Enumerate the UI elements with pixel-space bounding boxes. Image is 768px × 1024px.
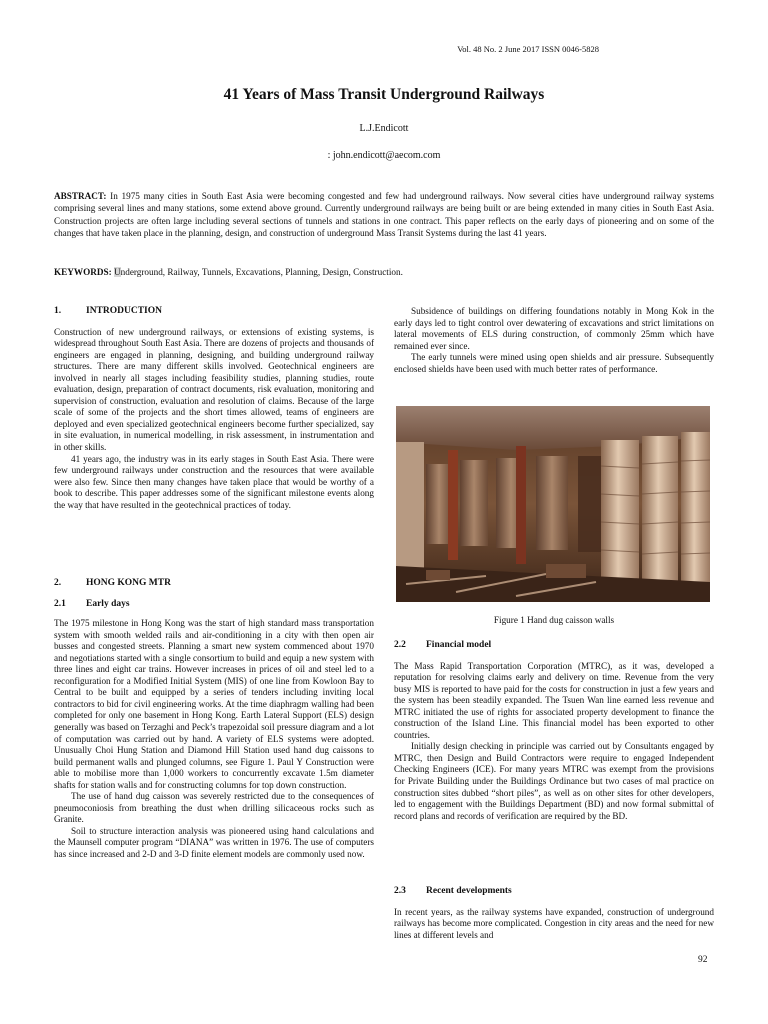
section-2-2-paragraph-1: The Mass Rapid Transportation Corporation (MTRC), as it was, developed a reputation for resolving claims early and delivery on time. Revenue from the very busy MIS is reported to have paid for the costs for construction in just a few years and the system has been steadily expanded. The Tsuen Wan line earned less revenue and MTRC initiated the use of rights for associated property development to finance the construction of the Island Line. This financial model has been exported to other countries. [394, 660, 714, 740]
abstract-text: In 1975 many cities in South East Asia were becoming congested and few had underground railways. Now several cities have underground railway systems comprising several lines and many stations, some extend above ground. Currently underground railways are being built or are being extended in many cities in South East Asia. Construction projects are often large including several sections of tunnels and stations in one contract. This paper reflects on the early days of pioneering and on some of the changes that have taken place in the planning, design, and construction of underground Mass Transit Systems during the last 41 years. [54, 191, 714, 238]
abstract [54, 190, 714, 239]
section-2 [54, 578, 374, 861]
section-2-2-paragraph-2: Initially design checking in principle was carried out by Consultants engaged by MTRC, then Design and Build Contractors were require to engaged Independent Checking Engineers (ICE). For many years MTRC was exempt from the provisions for Private Building under the Buildings Ordinance but two cases of mal practice on construction sites dubbed “short piles”, as well as on other sites for other developers, led to engagement with the Buildings Department (BD) and now formal submittal of record plans and records of verification are required by the BD. [394, 741, 714, 821]
journal-header: Vol. 48 No. 2 June 2017 ISSN 0046-5828 [457, 44, 599, 54]
keywords-label: KEYWORDS: [54, 267, 112, 277]
figure-1-caption: Figure 1 Hand dug caisson walls [493, 615, 615, 625]
section-2-1-paragraph-1: The 1975 milestone in Hong Kong was the start of high standard mass transportation system with smooth welded rails and air-conditioning in a city with then open air busses and congested streets. Planning a smart new system commenced about 1970 and negotiations started with a single consortium to build and equip a new system with three lines and eight car trains. However increases in prices of oil and steel led to a reconfiguration for a Modified Initial System (MIS) of one line from Kowloon Bay to Central to be built and equipped by a series of tenders including inviting local contractors to bid for civil engineering works. At the time diaphragm walling had been completed for only one basement in Hong Kong. Earth Lateral Support (ELS) design generally was based on Terzaghi and Peck’s trapezoidal soil pressure diagram and a lot of computation was carried out by hand. A variety of ELS systems were adopted. Unusually Choi Hung Station and Diamond Hill Station used hand dug caissons to build permanent walls and plunged columns, see Figure 1. Paul Y Construction were able to mobilise more than 1,000 workers to concurrently excavate 1.5m diameter shafts for station walls and for constructing columns for top down construction. [54, 618, 374, 790]
section-1-paragraph-1: Construction of new underground railways, or extensions of existing systems, is widespread throughout South East Asia. There are dozens of projects and thousands of engineers are engaged in planning, designing, and building underground railway structures. There are many different skills involved. Geotechnical engineers are involved in nearly all stages including feasibility studies, planning studies, route evaluation, design, preparation of contract documents, risk evaluation, monitoring and supervision of construction, evaluation and resolution of claims. Because of the large scale of some of the projects and the short times allowed, teams of engineers are deployed and even specialized geotechnical engineers become further specialized, say in site evaluation, in numerical modelling, in risk assessment, in instrumentation and in other skills. [54, 326, 374, 453]
keywords [54, 266, 714, 278]
section-2-1-paragraph-5: The early tunnels were mined using open shields and air pressure. Subsequently enclosed shields have been used with much better rates of performance. [394, 352, 714, 374]
section-2-3-heading: 2.3 Recent developments [394, 886, 512, 896]
section-2-1-paragraph-4: Subsidence of buildings on differing foundations notably in Mong Kok in the early days led to tight control over dewatering of excavations and strict limitations on lateral movements of ELS during construction, of commonly 25mm which have remained ever since. [394, 306, 714, 351]
figure-1-photo [396, 406, 710, 602]
section-1 [54, 306, 374, 511]
section-2-2 [394, 640, 714, 822]
section-2-3-paragraph-1: In recent years, as the railway systems have expanded, construction of underground railways has become more complicated. Congestion in city areas and the need for new lines at different levels and [394, 906, 714, 940]
section-2-1-heading: 2.1 Early days [54, 598, 130, 609]
section-2-1-paragraph-3: Soil to structure interaction analysis was pioneered using hand calculations and the Maunsell computer program “DIANA” was written in 1976. The use of computers has since increased and 2-D and 3-D finite element models are commonly used now. [54, 825, 374, 860]
section-2-1-paragraph-2: The use of hand dug caisson was severely restricted due to the consequences of pneumoconiosis from breathing the dust when drilling silicaceous rocks such as Granite. [54, 791, 374, 825]
keywords-first-letter: U [113, 267, 121, 277]
section-2-2-heading: 2.2 Financial model [394, 640, 492, 650]
page-number: 92 [698, 955, 708, 965]
section-1-heading: 1. INTRODUCTION [54, 306, 163, 316]
section-1-paragraph-2: 41 years ago, the industry was in its early stages in South East Asia. There were few underground railways under construction and the resources that were available were also few. Since then many changes have taken place that would be worthy of a book to describe. This paper addresses some of the significant milestone events along the way that have resulted in the geotechnical practices of today. [54, 453, 374, 510]
section-2-heading: 2. HONG KONG MTR [54, 578, 171, 588]
paper-title: 41 Years of Mass Transit Underground Railways [223, 86, 545, 103]
section-2-3 [394, 886, 714, 941]
keywords-text: nderground, Railway, Tunnels, Excavations, Planning, Design, Construction. [120, 267, 403, 277]
author-name: L.J.Endicott [359, 123, 409, 134]
section-2-1-continued [394, 306, 714, 375]
author-email: : john.endicott@aecom.com [327, 150, 441, 161]
abstract-label: ABSTRACT: [54, 191, 107, 201]
